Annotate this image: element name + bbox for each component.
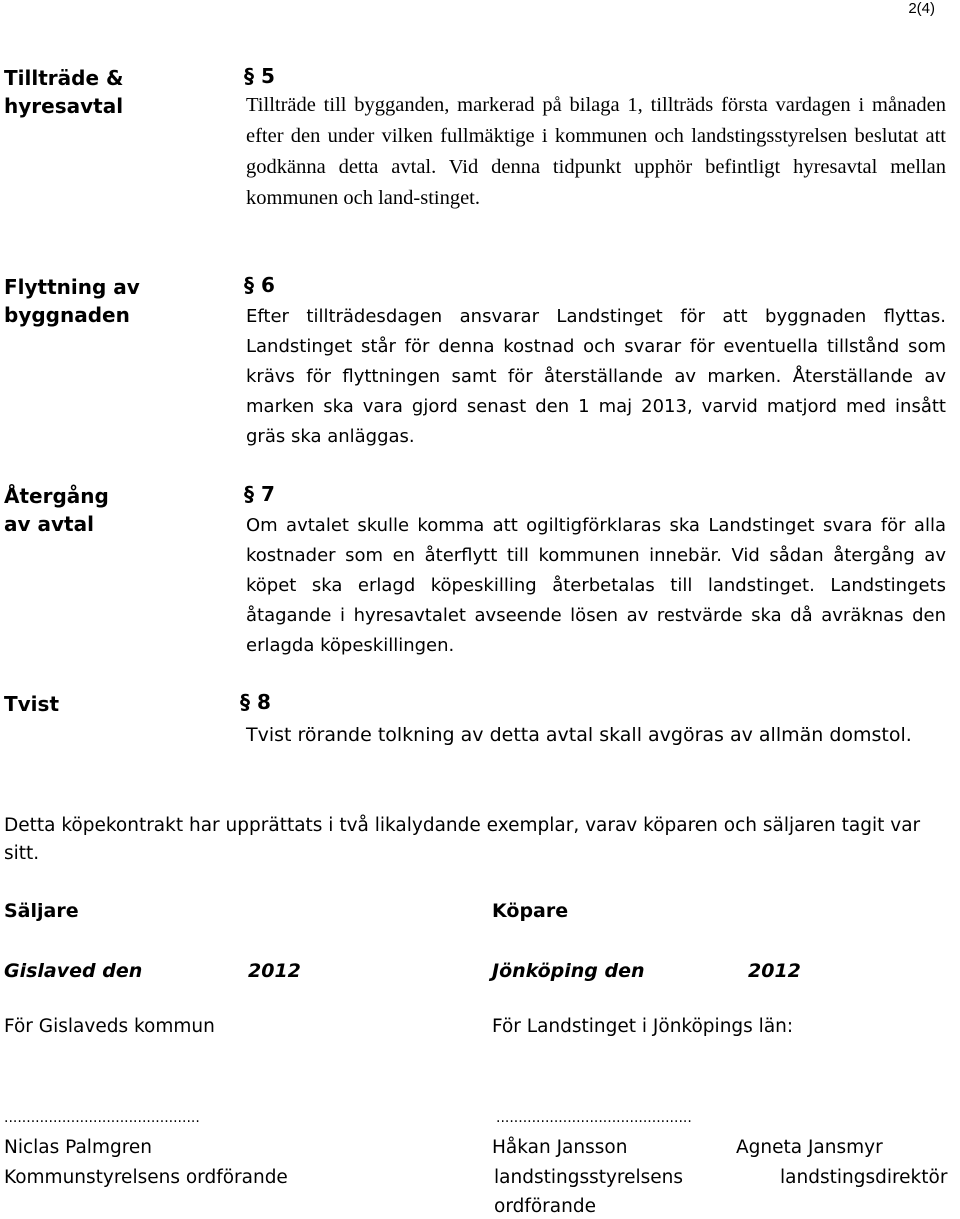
- buyer-signature-line: ............................................: [496, 1110, 692, 1126]
- section-text-atergang: Om avtalet skulle komma att ogiltigförklaras ska Landstinget svara för alla kostnader som en återflytt till kommunen innebär. Vid sådan återgång av köpet ska erlagd köpeskilling återbetalas till landstinget. Landstingets åtagande i hyresavtalet avseende lösen av restvärde ska då avräknas den erlagda köpeskillingen.: [246, 515, 946, 656]
- section-label-tilltrade: [4, 64, 123, 120]
- buyer-signer2-title: landstingsdirektör: [780, 1167, 948, 1188]
- buyer-signer2-name: Agneta Jansmyr: [736, 1137, 883, 1158]
- section-label-line1: Återgång: [4, 484, 109, 508]
- buyer-place-date: Jönköping den: [492, 960, 645, 982]
- seller-signer-title: Kommunstyrelsens ordförande: [4, 1167, 288, 1188]
- paragraph-number: § 8: [240, 690, 271, 714]
- seller-on-behalf: För Gislaveds kommun: [4, 1016, 215, 1037]
- seller-signature-line: ............................................: [4, 1110, 200, 1126]
- section-label-line2: hyresavtal: [4, 94, 124, 118]
- buyer-signer1-title-cont: ordförande: [494, 1196, 596, 1217]
- buyer-signer1-title: landstingsstyrelsens: [494, 1167, 684, 1188]
- seller-signer-name: Niclas Palmgren: [4, 1137, 153, 1158]
- section-label-line1: Flyttning av: [4, 275, 140, 299]
- buyer-heading: Köpare: [492, 900, 569, 922]
- buyer-on-behalf: För Landstinget i Jönköpings län:: [492, 1016, 794, 1037]
- seller-heading: Säljare: [4, 900, 79, 922]
- section-label-tvist: [4, 690, 59, 718]
- section-label-line2: byggnaden: [4, 303, 130, 327]
- section-text-tilltrade: Tillträde till bygganden, markerad på bilaga 1, tillträds första vardagen i månaden efter den under vilken fullmäktige i kommunen och landstingsstyrelsen beslutat att godkänna detta avtal. Vid denna tidpunkt upphör befintligt hyresavtal mellan kommunen och land-stinget.: [246, 94, 946, 209]
- seller-year: 2012: [248, 960, 301, 982]
- section-label-line1: Tillträde &: [4, 66, 124, 90]
- buyer-year: 2012: [748, 960, 801, 982]
- paragraph-number: § 7: [244, 482, 275, 506]
- page-number: 2(4): [908, 0, 935, 17]
- section-label-line2: av avtal: [4, 512, 94, 536]
- section-label-atergang: [4, 482, 109, 538]
- buyer-signer1-name: Håkan Jansson: [492, 1137, 628, 1158]
- paragraph-number: § 6: [244, 273, 275, 297]
- section-text-flyttning: Efter tillträdesdagen ansvarar Landstinget för att byggnaden flyttas. Landstinget står för denna kostnad och svarar för eventuella tillstånd som krävs för flyttningen samt för återställande av marken. Återställande av marken ska vara gjord senast den 1 maj 2013, varvid matjord med insått gräs ska anläggas.: [246, 306, 946, 447]
- closing-text: Detta köpekontrakt har upprättats i två likalydande exemplar, varav köparen och säljaren tagit var sitt.: [4, 815, 921, 864]
- section-label-line1: Tvist: [4, 692, 59, 716]
- section-text-tvist: Tvist rörande tolkning av detta avtal skall avgöras av allmän domstol.: [246, 724, 912, 746]
- seller-place-date: Gislaved den: [4, 960, 143, 982]
- section-label-flyttning: [4, 273, 140, 329]
- paragraph-number: § 5: [244, 64, 275, 88]
